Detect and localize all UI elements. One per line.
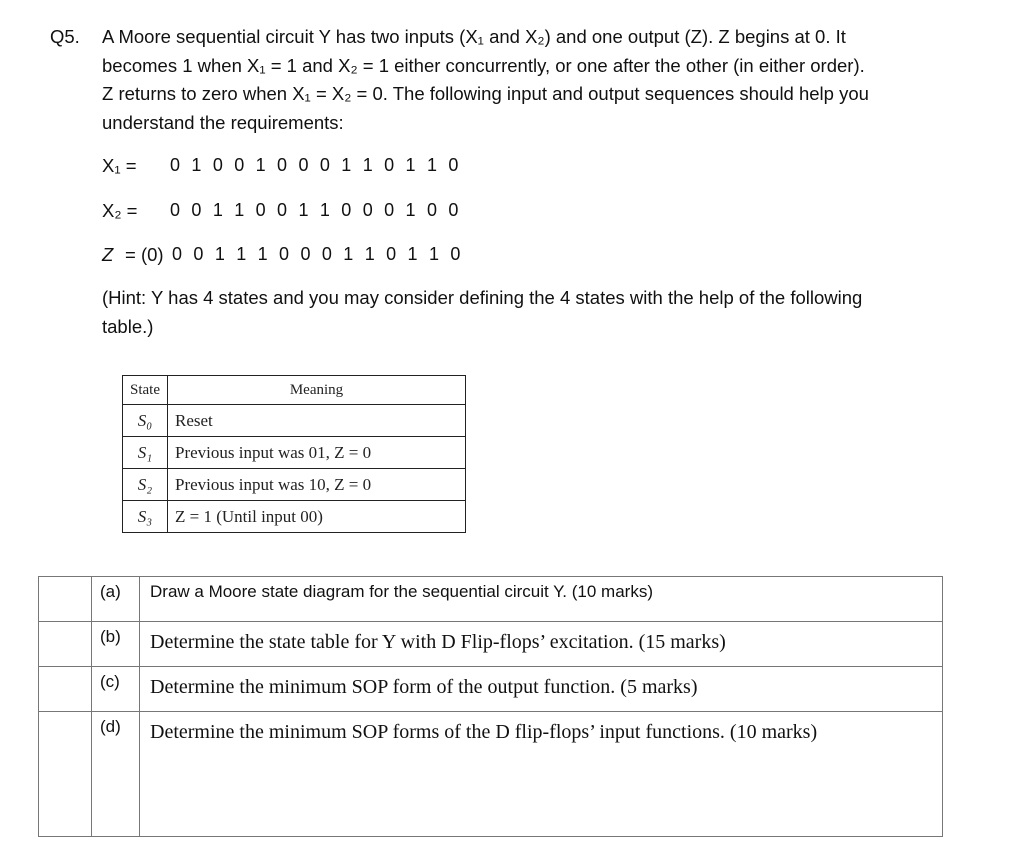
z-initial: = (0)	[125, 244, 164, 265]
z-label: Z	[102, 244, 114, 265]
blank-cell	[39, 622, 92, 667]
hint-line: table.)	[102, 315, 154, 337]
part-text: Determine the state table for Y with D Flip-flops’ excitation. (15 marks)	[140, 622, 943, 667]
part-row	[39, 622, 943, 667]
state-cell: S₀	[123, 405, 168, 437]
meaning-cell: Previous input was 01, Z = 0	[168, 437, 466, 469]
question-number: Q5.	[50, 26, 80, 47]
state-table-header	[123, 376, 466, 405]
question-line: A Moore sequential circuit Y has two inputs (X₁ and X₂) and one output (Z). Z begins at 0. It	[102, 26, 846, 47]
blank-cell	[39, 712, 92, 837]
part-text: Determine the minimum SOP form of the output function. (5 marks)	[140, 667, 943, 712]
question-line: understand the requirements:	[102, 111, 344, 133]
part-label: (a)	[92, 577, 140, 622]
blank-cell	[39, 667, 92, 712]
x2-label: X₂ =	[102, 200, 138, 221]
meaning-header: Meaning	[168, 376, 466, 405]
blank-cell	[39, 577, 92, 622]
question-line: Z returns to zero when X₁ = X₂ = 0. The following input and output sequences should help you	[102, 83, 869, 104]
state-cell: S₂	[123, 469, 168, 501]
part-label: (b)	[92, 622, 140, 667]
meaning-cell: Reset	[168, 405, 466, 437]
meaning-cell: Z = 1 (Until input 00)	[168, 501, 466, 533]
state-header: State	[123, 376, 168, 405]
question-line: becomes 1 when X₁ = 1 and X₂ = 1 either concurrently, or one after the other (in either order).	[102, 54, 865, 76]
state-row	[123, 437, 466, 469]
state-row	[123, 405, 466, 437]
meaning-cell: Previous input was 10, Z = 0	[168, 469, 466, 501]
state-row	[123, 501, 466, 533]
state-cell: S₁	[123, 437, 168, 469]
state-table	[122, 375, 466, 533]
state-cell: S₃	[123, 501, 168, 533]
hint-line: (Hint: Y has 4 states and you may consider defining the 4 states with the help of the following	[102, 287, 863, 308]
part-row	[39, 712, 943, 837]
question-text	[102, 23, 1002, 137]
parts-table	[38, 576, 943, 837]
x1-label: X₁ =	[102, 155, 137, 176]
part-row	[39, 667, 943, 712]
z-sequence: 0 0 1 1 1 0 0 0 1 1 0 1 1 0	[172, 244, 464, 264]
state-row	[123, 469, 466, 501]
part-label: (c)	[92, 667, 140, 712]
part-row	[39, 577, 943, 622]
part-text: Determine the minimum SOP forms of the D flip-flops’ input functions. (10 marks)	[140, 712, 943, 837]
x2-sequence: 0 0 1 1 0 0 1 1 0 0 0 1 0 0	[170, 200, 462, 220]
part-label: (d)	[92, 712, 140, 837]
x1-sequence: 0 1 0 0 1 0 0 0 1 1 0 1 1 0	[170, 155, 462, 175]
part-text: Draw a Moore state diagram for the sequential circuit Y. (10 marks)	[140, 577, 943, 622]
hint-text	[102, 284, 1002, 341]
